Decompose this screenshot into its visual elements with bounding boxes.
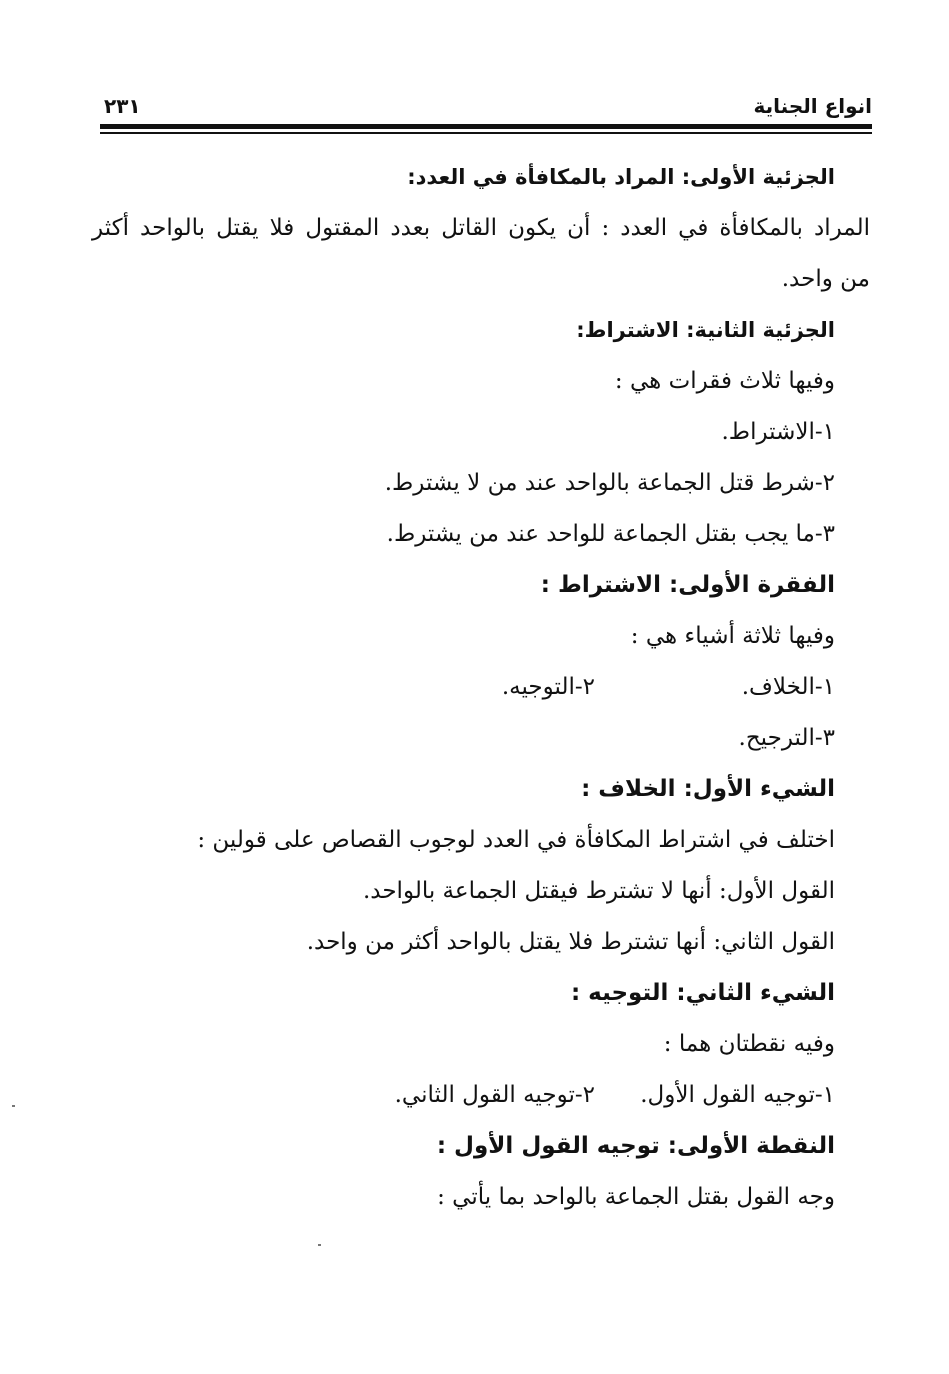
second-opinion: القول الثاني: أنها تشترط فلا يقتل بالواحد أكثر من واحد. (306, 929, 835, 955)
chapter-title: انواع الجناية (753, 94, 872, 118)
intro-line-paragraphs: وفيها ثلاث فقرات هي : (614, 368, 835, 394)
subheading-second-thing: الشيء الثاني: التوجيه : (570, 980, 835, 1006)
list-item-3: ٣-ما يجب بقتل الجماعة للواحد عند من يشترط. (386, 521, 835, 547)
list-item-disagreement: ١-الخلاف. (741, 674, 835, 700)
subheading-first-thing: الشيء الأول: الخلاف : (581, 776, 835, 802)
list-item-first-opinion-justification: ١-توجيه القول الأول. (640, 1082, 835, 1108)
list-item-justification: ٢-التوجيه. (501, 674, 595, 700)
paragraph-definition: المراد بالمكافأة في العدد : أن يكون القاتل بعدد المقتول فلا يقتل بالواحد أكثر (92, 215, 870, 241)
intro-line-points: وفيه نقطتان هما : (663, 1031, 835, 1057)
two-column-list-row (100, 1070, 835, 1121)
paragraph-justification: وجه القول بقتل الجماعة بالواحد بما يأتي : (437, 1184, 835, 1210)
list-item-second-opinion-justification: ٢-توجيه القول الثاني. (394, 1082, 595, 1108)
scan-speck (318, 1244, 321, 1246)
section-heading-second-part: الجزئية الثانية: الاشتراط: (576, 318, 835, 342)
section-heading-first-part: الجزئية الأولى: المراد بالمكافأة في العدد: (407, 165, 835, 189)
scan-speck (12, 1105, 15, 1107)
running-header (100, 92, 872, 126)
paragraph-definition-continued: من واحد. (781, 266, 870, 292)
list-item-preference: ٣-الترجيح. (738, 725, 835, 751)
header-rule-thick (100, 124, 872, 129)
paragraph-disagreement: اختلف في اشتراط المكافأة في العدد لوجوب القصاص على قولين : (197, 827, 835, 853)
page-number: ٢٣١ (104, 94, 141, 118)
page-body (92, 152, 870, 1223)
subheading-first-paragraph: الفقرة الأولى: الاشتراط : (540, 572, 835, 598)
list-item-2: ٢-شرط قتل الجماعة بالواحد عند من لا يشترط. (384, 470, 835, 496)
subheading-first-point: النقطة الأولى: توجيه القول الأول : (436, 1133, 835, 1159)
first-opinion: القول الأول: أنها لا تشترط فيقتل الجماعة بالواحد. (362, 878, 835, 904)
two-column-list-row (100, 662, 835, 713)
header-rule-thin (100, 132, 872, 134)
list-item-1: ١-الاشتراط. (721, 419, 835, 445)
intro-line-things: وفيها ثلاثة أشياء هي : (630, 623, 835, 649)
